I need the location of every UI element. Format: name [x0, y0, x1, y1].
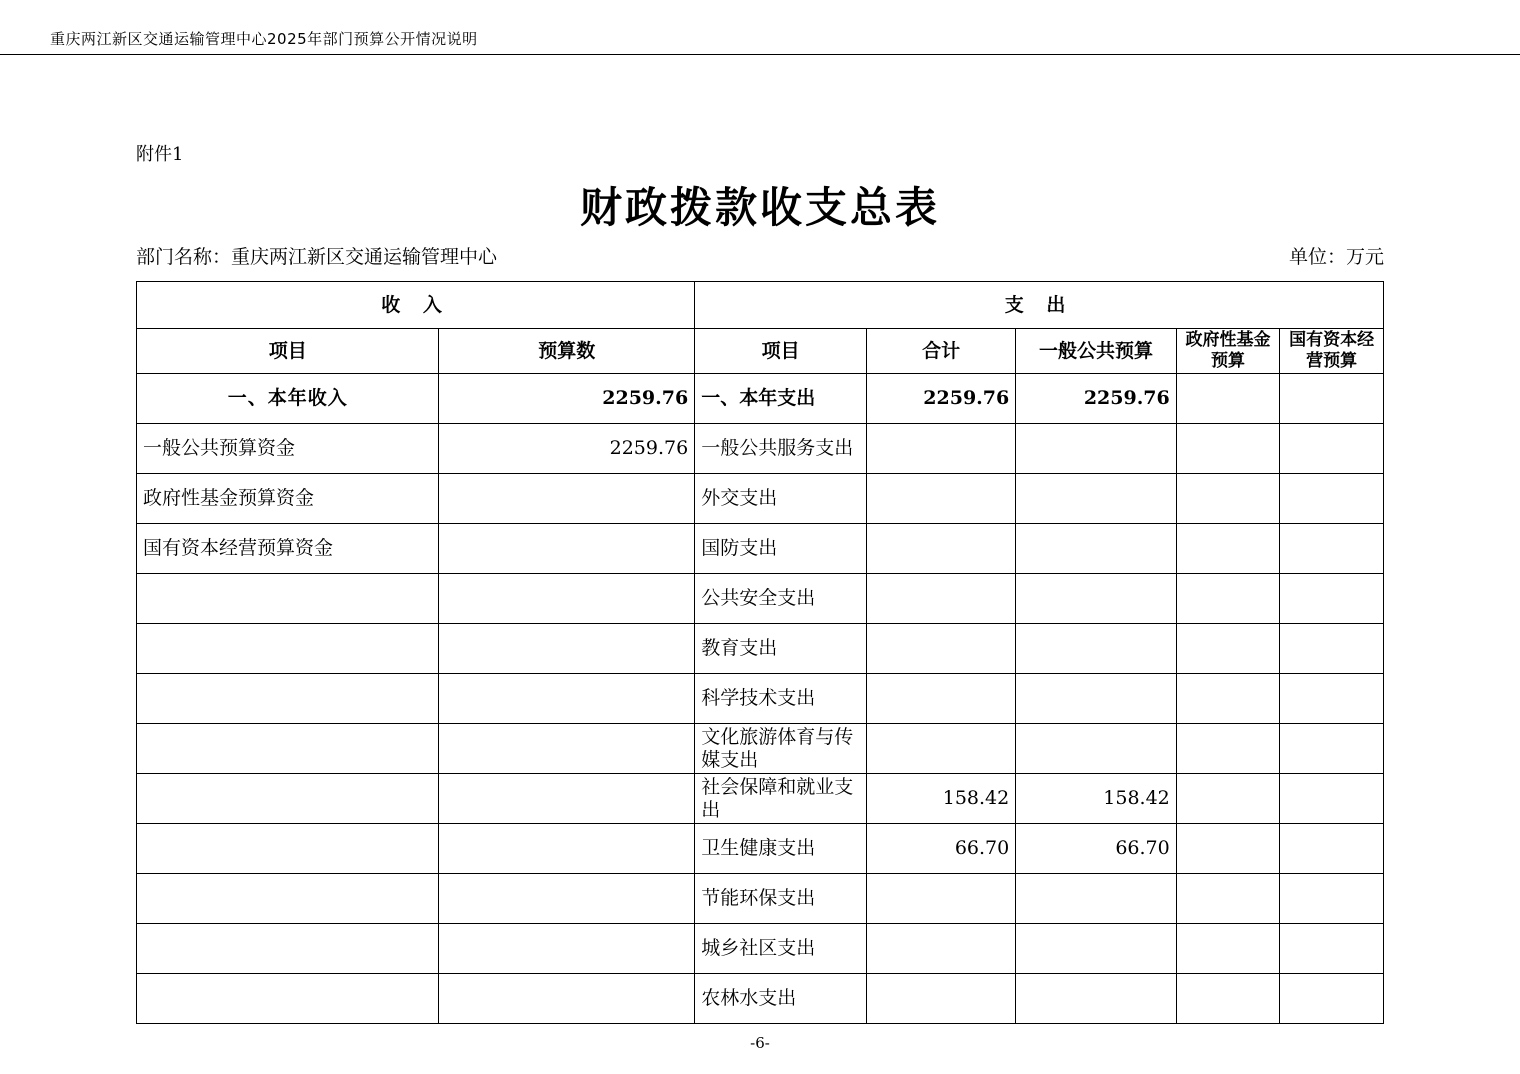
- cell-gov-fund: [1176, 674, 1280, 724]
- table-row: [137, 574, 1384, 624]
- cell-total: [867, 624, 1016, 674]
- cell-general-public: [1016, 624, 1177, 674]
- cell-state-capital: [1280, 974, 1384, 1024]
- cell-total: 158.42: [867, 774, 1016, 824]
- cell-state-capital: [1280, 524, 1384, 574]
- cell-total: [867, 974, 1016, 1024]
- col-header-state-capital: 国有资本经营预算: [1280, 329, 1384, 374]
- cell-expense-item: 一般公共服务支出: [695, 424, 867, 474]
- cell-general-public: [1016, 674, 1177, 724]
- table-row: [137, 374, 1384, 424]
- table-row: [137, 924, 1384, 974]
- cell-expense-item: 科学技术支出: [695, 674, 867, 724]
- cell-gov-fund: [1176, 374, 1280, 424]
- col-header-gov-fund: 政府性基金预算: [1176, 329, 1280, 374]
- cell-income-budget: 2259.76: [439, 374, 695, 424]
- cell-expense-item: 卫生健康支出: [695, 824, 867, 874]
- running-header: 重庆两江新区交通运输管理中心2025年部门预算公开情况说明: [50, 30, 478, 48]
- cell-income-item: [137, 574, 439, 624]
- cell-income-budget: [439, 524, 695, 574]
- table-row: [137, 474, 1384, 524]
- group-header-income: 收 入: [137, 282, 695, 329]
- cell-gov-fund: [1176, 524, 1280, 574]
- cell-income-budget: [439, 924, 695, 974]
- cell-state-capital: [1280, 624, 1384, 674]
- cell-general-public: [1016, 924, 1177, 974]
- cell-general-public: [1016, 524, 1177, 574]
- cell-total: [867, 524, 1016, 574]
- cell-gov-fund: [1176, 974, 1280, 1024]
- cell-state-capital: [1280, 724, 1384, 774]
- table-row: [137, 674, 1384, 724]
- cell-general-public: [1016, 724, 1177, 774]
- table-row: [137, 624, 1384, 674]
- cell-state-capital: [1280, 424, 1384, 474]
- cell-total: [867, 574, 1016, 624]
- table-row: [137, 824, 1384, 874]
- cell-income-budget: [439, 974, 695, 1024]
- unit-line: 单位：万元: [1288, 246, 1384, 268]
- cell-total: 2259.76: [867, 374, 1016, 424]
- col-header-income-item: 项目: [137, 329, 439, 374]
- cell-income-item: [137, 724, 439, 774]
- cell-gov-fund: [1176, 774, 1280, 824]
- cell-state-capital: [1280, 874, 1384, 924]
- cell-income-item: [137, 874, 439, 924]
- cell-state-capital: [1280, 574, 1384, 624]
- cell-income-budget: 2259.76: [439, 424, 695, 474]
- cell-total: [867, 674, 1016, 724]
- cell-general-public: 2259.76: [1016, 374, 1177, 424]
- table-row: [137, 874, 1384, 924]
- cell-state-capital: [1280, 824, 1384, 874]
- cell-total: [867, 424, 1016, 474]
- cell-state-capital: [1280, 924, 1384, 974]
- cell-general-public: 158.42: [1016, 774, 1177, 824]
- cell-income-budget: [439, 474, 695, 524]
- cell-gov-fund: [1176, 924, 1280, 974]
- cell-income-budget: [439, 774, 695, 824]
- cell-income-budget: [439, 874, 695, 924]
- cell-expense-item: 国防支出: [695, 524, 867, 574]
- cell-income-budget: [439, 574, 695, 624]
- department-name-line: 部门名称：重庆两江新区交通运输管理中心: [136, 246, 498, 268]
- cell-income-item: [137, 824, 439, 874]
- cell-expense-item: 外交支出: [695, 474, 867, 524]
- cell-income-item: 一、本年收入: [137, 374, 439, 424]
- cell-state-capital: [1280, 374, 1384, 424]
- cell-income-item: 国有资本经营预算资金: [137, 524, 439, 574]
- cell-state-capital: [1280, 674, 1384, 724]
- table-row: [137, 774, 1384, 824]
- col-header-total: 合计: [867, 329, 1016, 374]
- table-group-header-row: [137, 282, 1384, 329]
- cell-total: [867, 874, 1016, 924]
- cell-expense-item: 教育支出: [695, 624, 867, 674]
- cell-gov-fund: [1176, 424, 1280, 474]
- table-row: [137, 724, 1384, 774]
- cell-expense-item: 文化旅游体育与传媒支出: [695, 724, 867, 774]
- group-header-expense: 支 出: [695, 282, 1384, 329]
- cell-gov-fund: [1176, 574, 1280, 624]
- page-title: 财政拨款收支总表: [579, 183, 940, 232]
- budget-table: [136, 281, 1384, 1024]
- cell-gov-fund: [1176, 624, 1280, 674]
- table-row: [137, 974, 1384, 1024]
- cell-general-public: [1016, 424, 1177, 474]
- header-divider: [0, 54, 1520, 55]
- cell-income-item: [137, 674, 439, 724]
- cell-total: [867, 474, 1016, 524]
- cell-income-item: 一般公共预算资金: [137, 424, 439, 474]
- table-row: [137, 424, 1384, 474]
- cell-expense-item: 农林水支出: [695, 974, 867, 1024]
- cell-income-budget: [439, 624, 695, 674]
- cell-state-capital: [1280, 774, 1384, 824]
- cell-general-public: [1016, 574, 1177, 624]
- cell-general-public: [1016, 974, 1177, 1024]
- cell-total: [867, 724, 1016, 774]
- cell-income-budget: [439, 724, 695, 774]
- cell-gov-fund: [1176, 874, 1280, 924]
- col-header-expense-item: 项目: [695, 329, 867, 374]
- table-row: [137, 524, 1384, 574]
- cell-income-budget: [439, 674, 695, 724]
- cell-expense-item: 公共安全支出: [695, 574, 867, 624]
- col-header-income-budget: 预算数: [439, 329, 695, 374]
- attachment-label: 附件1: [136, 144, 184, 165]
- cell-income-item: [137, 974, 439, 1024]
- cell-general-public: 66.70: [1016, 824, 1177, 874]
- table-column-header-row: [137, 329, 1384, 374]
- cell-expense-item: 一、本年支出: [695, 374, 867, 424]
- cell-income-item: 政府性基金预算资金: [137, 474, 439, 524]
- cell-state-capital: [1280, 474, 1384, 524]
- cell-expense-item: 城乡社区支出: [695, 924, 867, 974]
- cell-gov-fund: [1176, 824, 1280, 874]
- page-number: -6-: [750, 1034, 770, 1052]
- cell-general-public: [1016, 874, 1177, 924]
- cell-total: 66.70: [867, 824, 1016, 874]
- cell-income-item: [137, 774, 439, 824]
- cell-total: [867, 924, 1016, 974]
- cell-expense-item: 社会保障和就业支出: [695, 774, 867, 824]
- col-header-general-public: 一般公共预算: [1016, 329, 1177, 374]
- cell-gov-fund: [1176, 724, 1280, 774]
- cell-income-item: [137, 924, 439, 974]
- cell-income-budget: [439, 824, 695, 874]
- cell-gov-fund: [1176, 474, 1280, 524]
- cell-general-public: [1016, 474, 1177, 524]
- cell-expense-item: 节能环保支出: [695, 874, 867, 924]
- cell-income-item: [137, 624, 439, 674]
